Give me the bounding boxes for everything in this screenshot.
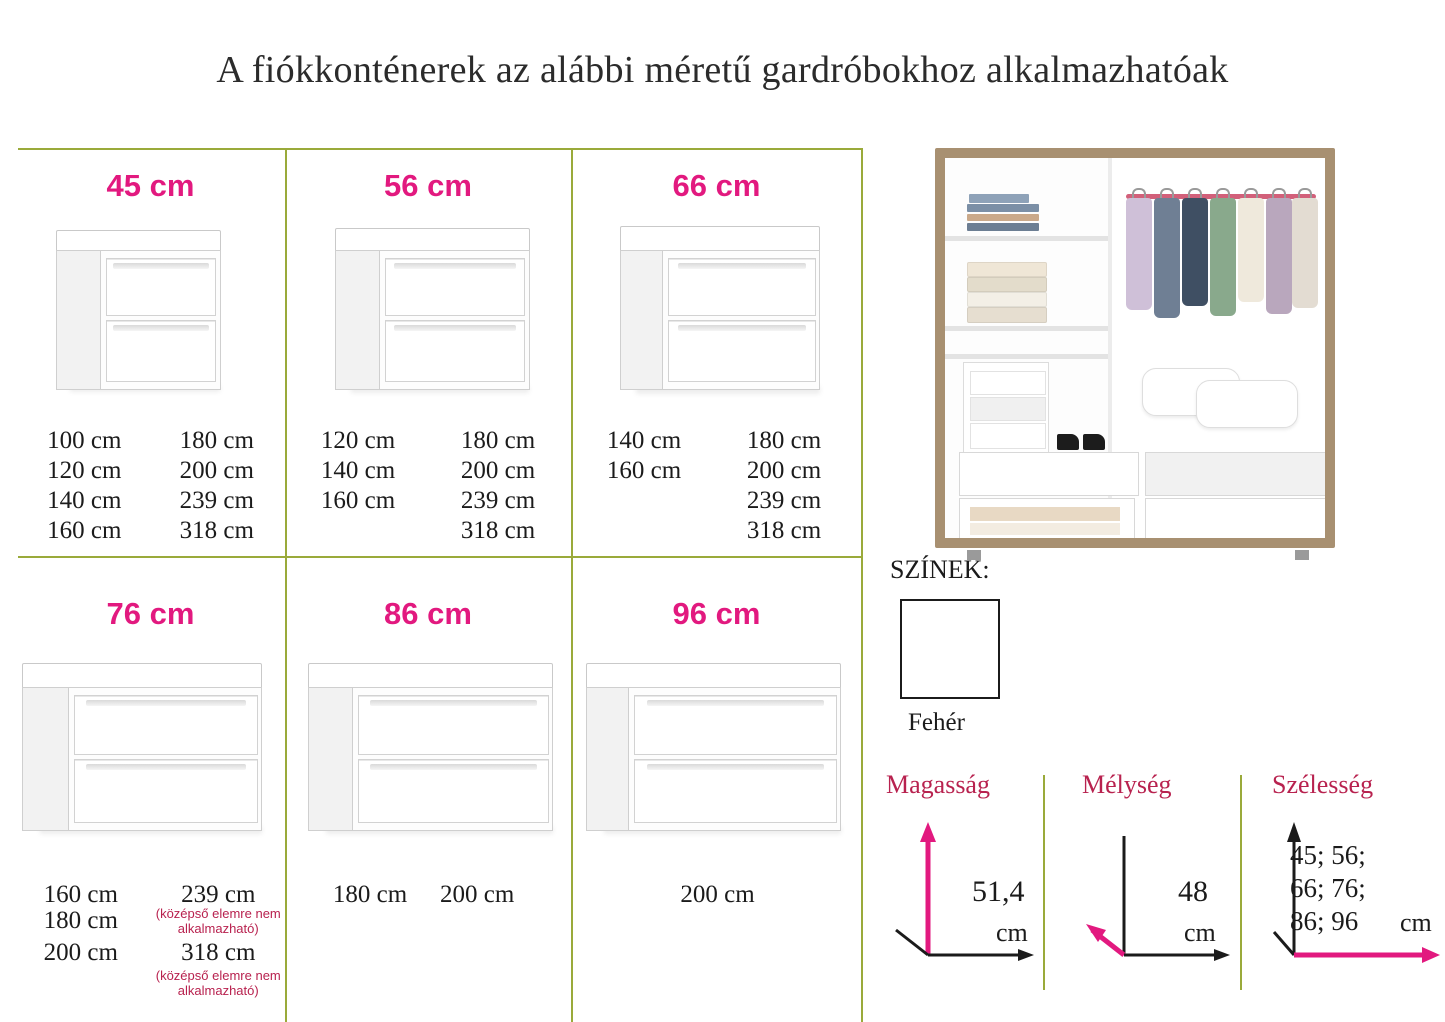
- cell-76cm: [18, 596, 283, 632]
- dims-45cm: [18, 426, 283, 546]
- grid-line-v3-bottom: [861, 556, 863, 1022]
- measure-value-width-3: 86; 96: [1290, 906, 1359, 936]
- measure-label-height: Magasság: [886, 770, 990, 799]
- dim-value: 140 cm: [47, 487, 122, 514]
- measure-width: [1272, 770, 1442, 990]
- grid-line-middle: [18, 556, 863, 558]
- size-label-96: 96 cm: [672, 596, 761, 631]
- dresser-illustration-45: [56, 230, 221, 392]
- cell-56cm: [288, 168, 568, 204]
- dresser-illustration-76: [22, 663, 262, 835]
- dim-value: 318 cm: [460, 517, 536, 544]
- dims-56cm: [288, 426, 568, 546]
- measure-height: [886, 770, 1036, 990]
- dim-value: 140 cm: [606, 427, 682, 454]
- size-label-45: 45 cm: [106, 168, 195, 203]
- page-title: A fiókkonténerek az alábbi méretű gardróbokhoz alkalmazhatóak: [216, 49, 1229, 91]
- dim-value: 160 cm: [606, 457, 682, 484]
- measure-value-width-2: 66; 76;: [1290, 873, 1366, 903]
- measure-divider-1: [1043, 775, 1045, 990]
- shoe-icon: [1083, 434, 1105, 450]
- cell-66cm: [574, 168, 859, 204]
- measure-unit-height: cm: [996, 918, 1028, 947]
- measure-value-height: 51,4: [972, 875, 1025, 908]
- dim-value: 140 cm: [320, 457, 396, 484]
- wardrobe-drawer-upper-right: [1145, 452, 1331, 496]
- measure-value-depth: 48: [1178, 875, 1208, 908]
- dim-value: 160 cm: [43, 881, 118, 908]
- measure-label-depth: Mélység: [1082, 770, 1172, 799]
- dims-76cm: [12, 880, 287, 998]
- measure-label-width: Szélesség: [1272, 770, 1374, 799]
- grid-line-v1-top: [285, 148, 287, 556]
- colors-heading: SZÍNEK:: [890, 555, 990, 584]
- dresser-illustration-86: [308, 663, 553, 835]
- measure-unit-width: cm: [1400, 908, 1432, 937]
- grid-line-v2-bottom: [571, 556, 573, 1022]
- colors-section: [890, 555, 1110, 737]
- dims-66cm: [574, 426, 859, 546]
- dim-note: (középső elemre nem alkalmazható): [155, 906, 281, 936]
- dim-value: 239 cm: [179, 487, 254, 514]
- size-label-86: 86 cm: [384, 596, 472, 631]
- dim-value: 120 cm: [47, 457, 122, 484]
- wardrobe-inner-drawer-unit: [963, 362, 1049, 454]
- dim-note: (középső elemre nem alkalmazható): [155, 968, 281, 998]
- color-swatch-white[interactable]: [900, 599, 1000, 699]
- dim-value: 239 cm: [181, 881, 256, 908]
- size-label-76: 76 cm: [106, 596, 195, 631]
- cell-86cm: [288, 596, 568, 632]
- wardrobe-photo: [905, 140, 1345, 565]
- dim-value: 200 cm: [179, 457, 254, 484]
- dim-value: 318 cm: [181, 939, 256, 966]
- cell-96cm: [574, 596, 859, 632]
- dim-value: 200 cm: [43, 939, 118, 966]
- size-label-66: 66 cm: [672, 168, 761, 203]
- dim-value: 180 cm: [179, 427, 254, 454]
- dim-value: 180 cm: [460, 427, 536, 454]
- wardrobe-drawer-open: [959, 498, 1135, 546]
- size-label-56: 56 cm: [384, 168, 472, 203]
- dim-value: 100 cm: [47, 427, 122, 454]
- grid-line-top: [18, 148, 863, 150]
- wardrobe-drawer-upper-left: [959, 452, 1139, 496]
- wardrobe-frame: [935, 148, 1335, 548]
- shoe-icon: [1057, 434, 1079, 450]
- grid-line-v2-top: [571, 148, 573, 556]
- dim-value: 200 cm: [460, 457, 536, 484]
- dim-value: 160 cm: [320, 487, 396, 514]
- dim-value: 180 cm: [43, 907, 118, 934]
- dim-value: 200 cm: [440, 881, 515, 908]
- dims-86cm: [300, 880, 560, 910]
- dim-value: 318 cm: [179, 517, 254, 544]
- dim-value: 200 cm: [680, 881, 755, 908]
- dresser-illustration-96: [586, 663, 841, 835]
- dim-value: 120 cm: [320, 427, 396, 454]
- grid-line-v3-top: [861, 148, 863, 556]
- color-swatch-label: Fehér: [908, 709, 965, 736]
- measure-depth: [1082, 770, 1232, 990]
- dim-value: 239 cm: [460, 487, 536, 514]
- dim-value: 200 cm: [746, 457, 822, 484]
- measure-divider-2: [1240, 775, 1242, 990]
- dim-value: 318 cm: [746, 517, 822, 544]
- cell-45cm: [18, 168, 283, 204]
- wardrobe-leg: [1295, 550, 1309, 560]
- dim-value: 180 cm: [746, 427, 822, 454]
- dim-value: 239 cm: [746, 487, 822, 514]
- dresser-illustration-56: [335, 228, 530, 393]
- dim-value: 160 cm: [47, 517, 122, 544]
- wardrobe-drawer-lower-right: [1145, 498, 1331, 546]
- dims-96cm: [590, 880, 850, 910]
- measure-value-width-1: 45; 56;: [1290, 840, 1366, 870]
- measure-unit-depth: cm: [1184, 918, 1216, 947]
- dim-value: 180 cm: [332, 881, 408, 908]
- dresser-illustration-66: [620, 226, 820, 394]
